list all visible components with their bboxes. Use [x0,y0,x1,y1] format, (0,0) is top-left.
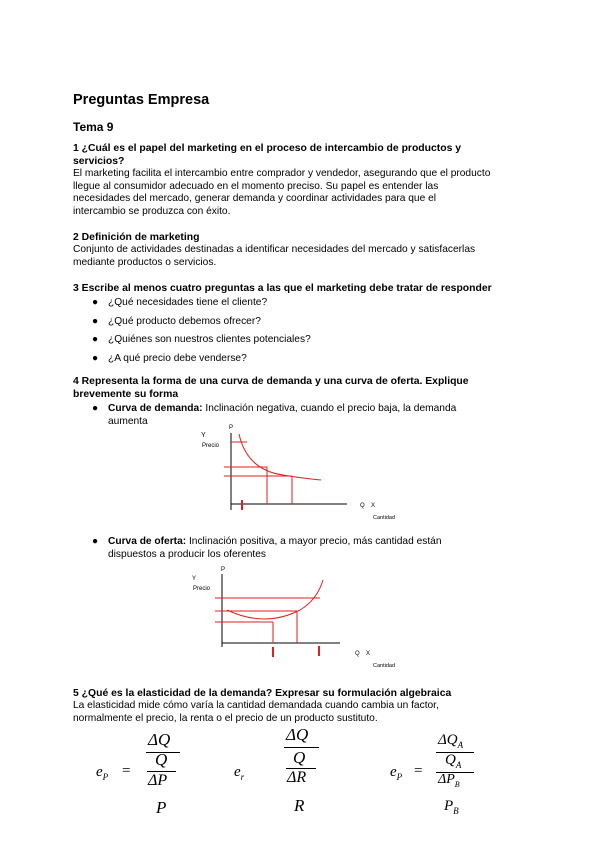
supply-curve-graph [185,562,415,672]
question-3: 3 Escribe al menos cuatro preguntas a las que el marketing debe tratar de responder [73,283,492,294]
quantity-label: Cantidad [373,663,396,669]
y-axis-label: Y [192,576,197,582]
section-heading: Tema 9 [73,120,114,134]
list-item: ● ¿Qué necesidades tiene el cliente? [92,297,268,308]
y-axis-label: Y [201,432,206,439]
list-item: ● ¿Qué producto debemos ofrecer? [92,315,261,327]
price-label: Precio [202,443,220,449]
question-1: 1 ¿Cuál es el papel del marketing en el proceso de intercambio de productos y servicios? [73,143,462,167]
bullet-icon: ● [92,352,99,364]
bullet-icon: ● [92,334,99,345]
supply-description: ● Curva de oferta: Inclinación positiva, a mayor precio, más cantidad están dispuestos a producir los oferentes [92,536,442,560]
answer-1: El marketing facilita el intercambio entre comprador y vendedor, asegurando que el producto llegue al consumidor adecuado en el momento preciso. Su papel es entender las necesidades del mercado, generar demanda y coordinar actividades para que el intercambio se produzca con éxito. [73,168,491,217]
answer-2: Conjunto de actividades destinadas a identificar necesidades del mercado y satisfacerlas mediante productos o servicios. [73,244,476,268]
price-label: Precio [193,586,211,592]
document-page: Preguntas Empresa Tema 9 1 ¿Cuál es el papel del marketing en el proceso de intercambio de productos y servicios? El marketing facilita el intercambio entre comprador y vendedor, asegurando que el producto llegue al consumidor adecuado en el momento preciso. Su papel es entender las necesidades del mercado, generar demanda y coordinar actividades para que el intercambio se produzca con éxito. 2 Definición de marketing Conjunto de actividades destinadas a identificar necesidades del mercado y satisfacerlas mediante productos o servicios. 3 Escribe al menos cuatro preguntas a las que el marketing debe tratar de responder ● ¿Qué necesidades tiene el cliente? ● ¿Qué producto debemos ofrecer? ● ¿Quiénes son nuestros clientes potenciales? ● ¿A qué precio debe venderse? 4 Representa la forma de una curva de demanda y una curva de oferta. Explique brevemente su forma ● Curva de demanda: Inclinación negativa, cuando el precio baja, la demanda aumenta Y P Precio Q X Cantidad ● Curva de oferta: Inclinación positiva, a mayor precio, más cantidad están dispuestos a producir los oferentes Y P Precio Q X Cantidad 5 ¿Qué es la elasticidad de la demanda? Expresar su formulación algebraica La elasticidad mide cómo varía la cantidad demandada cuando cambia un factor, normalmente el precio, la renta o el precio de un producto sustituto. $e_P$ = ΔQ Q ΔP P $e_r$ ΔQ Q ΔR R $e_P$ = $\Delta Q_A$ $Q_A$ $\Delta P_B$ $P_B$ [73,92,492,817]
document-title: Preguntas Empresa [73,92,210,108]
bullet-icon: ● [92,315,99,327]
quantity-label: Cantidad [373,515,396,521]
p-axis-label: P [229,425,234,431]
q-label: Q [360,503,365,509]
x-axis-label: X [371,503,376,509]
p-axis-label: P [221,567,226,573]
list-item: ● ¿Quiénes son nuestros clientes potenciales? [92,334,311,345]
supply-curve [227,580,323,619]
bullet-icon: ● [92,536,99,547]
question-4: 4 Representa la forma de una curva de demanda y una curva de oferta. Explique brevemente su forma [73,376,469,400]
question-3-list [92,296,311,370]
question-5: 5 ¿Qué es la elasticidad de la demanda? Expresar su formulación algebraica [73,688,452,699]
demand-description: ● Curva de demanda: Inclinación negativa, cuando el precio baja, la demanda aumenta [92,403,457,427]
q-label: Q [355,651,360,657]
bullet-icon: ● [92,297,99,308]
x-axis-label: X [366,651,371,657]
answer-5: La elasticidad mide cómo varía la cantidad demandada cuando cambia un factor, normalmente el precio, la renta o el precio de un producto sustituto. [73,700,439,724]
bullet-icon: ● [92,403,99,414]
demand-curve [239,434,321,480]
question-2: 2 Definición de marketing [73,232,200,243]
list-item: ● ¿A qué precio debe venderse? [92,352,247,364]
demand-curve-graph [195,420,415,525]
